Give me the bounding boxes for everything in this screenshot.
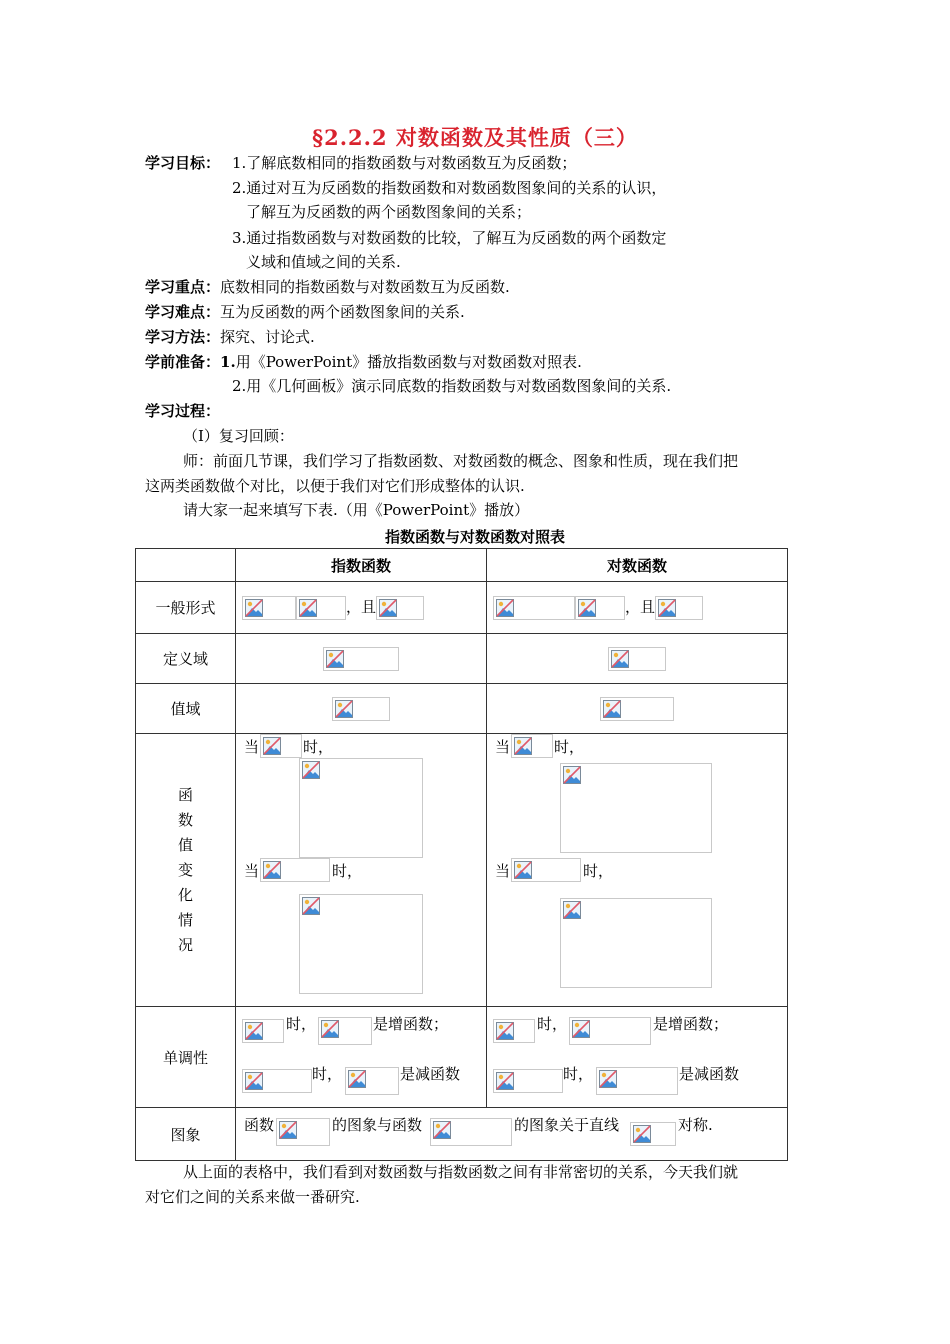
cell-change-log (487, 734, 788, 1007)
difficulty-text: 互为反函数的两个函数图象间的关系. (220, 303, 465, 321)
prep-item1-num: 1. (220, 353, 236, 371)
broken-image-icon (345, 1067, 399, 1095)
cell-domain-exp (236, 634, 487, 684)
broken-image-icon (600, 697, 674, 721)
goal-1: 1.了解底数相同的指数函数与对数函数互为反函数； (232, 154, 577, 172)
goals-row (145, 153, 220, 173)
broken-image-icon (493, 1069, 563, 1093)
graph-text-4: 对称. (678, 1116, 713, 1134)
broken-image-icon (493, 1019, 535, 1043)
row-range (136, 684, 788, 734)
broken-image-icon (608, 647, 666, 671)
row-label-change: 函 数 值 变 化 情 况 (136, 734, 236, 1007)
row-label-graph: 图象 (136, 1108, 236, 1161)
decreasing-text: 是减函数 (400, 1065, 461, 1083)
cell-form-log (487, 582, 788, 634)
graph-text-1: 函数 (244, 1116, 275, 1134)
focus-row (145, 277, 510, 297)
increasing-text: 是增函数； (373, 1015, 449, 1033)
cell-form-exp (236, 582, 487, 634)
shi-text: 时， (563, 1065, 594, 1083)
when-text: 当 (244, 862, 260, 880)
method-text: 探究、讨论式. (220, 328, 315, 346)
shi-text: 时， (537, 1015, 568, 1033)
prep-item2: 2.用《几何画板》演示同底数的指数函数与对数函数图象间的关系. (232, 377, 672, 395)
difficulty-label: 学习难点： (145, 303, 221, 321)
goal-2a: 2.通过对互为反函数的指数函数和对数函数图象间的关系的认识， (232, 179, 667, 197)
comparison-table (135, 548, 788, 1161)
table-header-row (136, 549, 788, 582)
broken-image-icon (560, 898, 712, 988)
broken-image-icon (260, 858, 330, 882)
row-value-change (136, 734, 788, 1007)
table-title: 指数函数与对数函数对照表 (384, 528, 565, 546)
goal-3a: 3.通过指数函数与对数函数的比较，了解互为反函数的两个函数定 (232, 229, 667, 247)
header-log: 对数函数 (487, 549, 788, 582)
broken-image-icon (318, 1017, 372, 1045)
para2: 请大家一起来填写下表.（用《PowerPoint》播放） (183, 501, 530, 519)
shi-text: 时， (312, 1065, 343, 1083)
header-exp: 指数函数 (236, 549, 487, 582)
difficulty-row (145, 302, 465, 322)
focus-label: 学习重点： (145, 278, 221, 296)
and-text: ，且 (625, 597, 656, 616)
closing-line-2: 对它们之间的关系来做一番研究. (145, 1188, 360, 1206)
header-empty-cell (136, 549, 236, 582)
broken-image-icon (299, 894, 423, 994)
review-heading: （I）复习回顾： (183, 427, 294, 445)
graph-text-2: 的图象与函数 (332, 1116, 423, 1134)
broken-image-icon (296, 596, 346, 620)
para1a: 师：前面几节课，我们学习了指数函数、对数函数的概念、图象和性质，现在我们把 (183, 452, 739, 470)
shi-text: 时， (583, 862, 614, 880)
page-title: §2.2.2 对数函数及其性质（三） (312, 125, 638, 150)
cell-mono-exp (236, 1007, 487, 1108)
broken-image-icon (493, 596, 575, 620)
shi-text: 时， (554, 738, 585, 756)
shi-text: 时， (332, 862, 363, 880)
row-label-domain: 定义域 (136, 634, 236, 684)
prep-row (145, 352, 582, 372)
prep-item1: 用《PowerPoint》播放指数函数与对数函数对照表. (235, 353, 582, 371)
focus-text: 底数相同的指数函数与对数函数互为反函数. (220, 278, 510, 296)
when-text: 当 (495, 862, 511, 880)
method-label: 学习方法： (145, 328, 221, 346)
broken-image-icon (376, 596, 424, 620)
shi-text: 时， (303, 738, 334, 756)
broken-image-icon (575, 596, 625, 620)
broken-image-icon (242, 1069, 312, 1093)
broken-image-icon (242, 596, 296, 620)
method-row (145, 327, 315, 347)
closing-line-1: 从上面的表格中，我们看到对数函数与指数函数之间有非常密切的关系，今天我们就 (183, 1163, 739, 1181)
cell-graph (236, 1108, 788, 1161)
process-label: 学习过程： (145, 402, 221, 420)
decreasing-text: 是减函数 (679, 1065, 740, 1083)
goal-3b: 义域和值域之间的关系. (246, 253, 401, 271)
row-graph (136, 1108, 788, 1161)
broken-image-icon (260, 734, 302, 758)
when-text: 当 (244, 738, 260, 756)
row-domain (136, 634, 788, 684)
broken-image-icon (569, 1017, 651, 1045)
cell-domain-log (487, 634, 788, 684)
cell-change-exp (236, 734, 487, 1007)
row-label-mono: 单调性 (136, 1007, 236, 1108)
broken-image-icon (511, 734, 553, 758)
broken-image-icon (630, 1122, 676, 1146)
broken-image-icon (332, 697, 390, 721)
para1b: 这两类函数做个对比，以便于我们对它们形成整体的认识. (145, 477, 525, 495)
broken-image-icon (655, 596, 703, 620)
increasing-text: 是增函数； (653, 1015, 729, 1033)
row-label-form: 一般形式 (136, 582, 236, 634)
goals-label: 学习目标： (145, 154, 221, 172)
shi-text: 时， (286, 1015, 317, 1033)
and-text: ，且 (346, 597, 377, 616)
cell-range-exp (236, 684, 487, 734)
broken-image-icon (299, 758, 423, 858)
row-label-range: 值域 (136, 684, 236, 734)
broken-image-icon (242, 1019, 284, 1043)
goal-2b: 了解互为反函数的两个函数图象间的关系； (246, 203, 532, 221)
broken-image-icon (511, 858, 581, 882)
broken-image-icon (430, 1118, 512, 1146)
cell-mono-log (487, 1007, 788, 1108)
cell-range-log (487, 684, 788, 734)
broken-image-icon (323, 647, 399, 671)
prep-label: 学前准备： (145, 353, 221, 371)
when-text: 当 (495, 738, 511, 756)
row-general-form (136, 582, 788, 634)
broken-image-icon (560, 763, 712, 853)
row-monotonicity (136, 1007, 788, 1108)
broken-image-icon (596, 1067, 678, 1095)
graph-text-3: 的图象关于直线 (514, 1116, 620, 1134)
broken-image-icon (276, 1118, 330, 1146)
